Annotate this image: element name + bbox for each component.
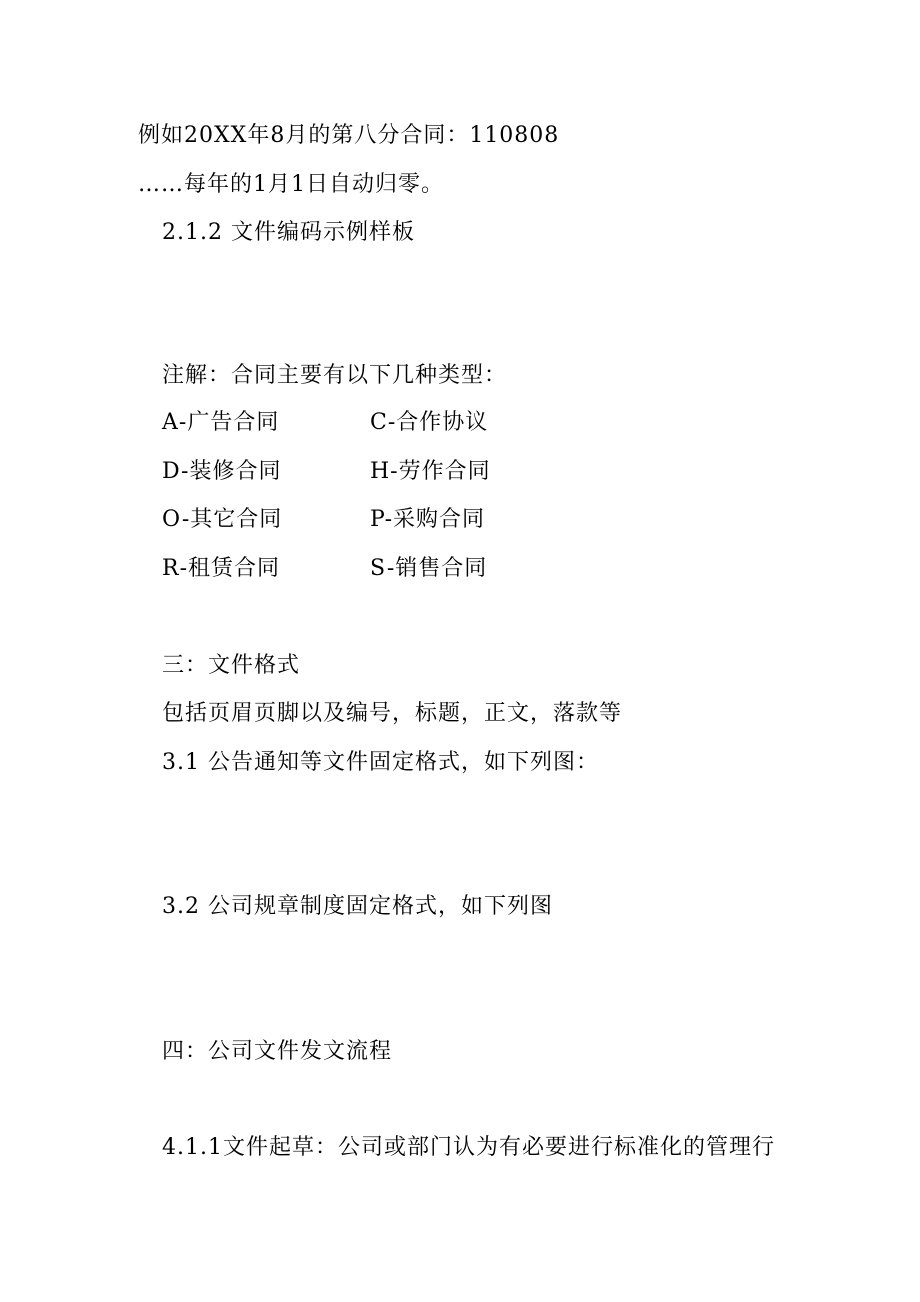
example-line: 例如20XX年8月的第八分合同：110808 (138, 123, 560, 148)
reset-line: ……每年的1月1日自动归零。 (138, 172, 444, 197)
contract-type-item: P-采购合同 (370, 507, 486, 532)
contract-type-item: S-销售合同 (370, 555, 488, 581)
section-heading-3-2: 3.2 公司规章制度固定格式，如下列图 (162, 894, 553, 919)
contract-type-row (162, 555, 562, 607)
contract-type-item: R-租赁合同 (162, 555, 280, 581)
contract-type-item: C-合作协议 (370, 410, 489, 435)
section-heading-2-1-2: 2.1.2 文件编码示例样板 (162, 220, 415, 245)
section-heading-3: 三：文件格式 (162, 653, 301, 678)
contract-type-item: O-其它合同 (162, 507, 283, 532)
section-heading-4: 四：公司文件发文流程 (162, 1039, 393, 1064)
contract-type-list (162, 412, 562, 606)
format-description: 包括页眉页脚以及编号，标题，正文，落款等 (162, 701, 623, 726)
contract-type-row (162, 458, 562, 510)
contract-type-item: H-劳作合同 (370, 458, 491, 484)
contract-type-row (162, 509, 562, 558)
paragraph-4-1-1: 4.1.1文件起草：公司或部门认为有必要进行标准化的管理行 (162, 1135, 775, 1160)
contract-type-row (162, 412, 562, 461)
section-heading-3-1: 3.1 公告通知等文件固定格式，如下列图： (162, 750, 599, 775)
note-title: 注解：合同主要有以下几种类型： (162, 363, 508, 388)
contract-type-item: D-装修合同 (162, 458, 282, 484)
contract-type-item: A-广告合同 (162, 410, 280, 435)
